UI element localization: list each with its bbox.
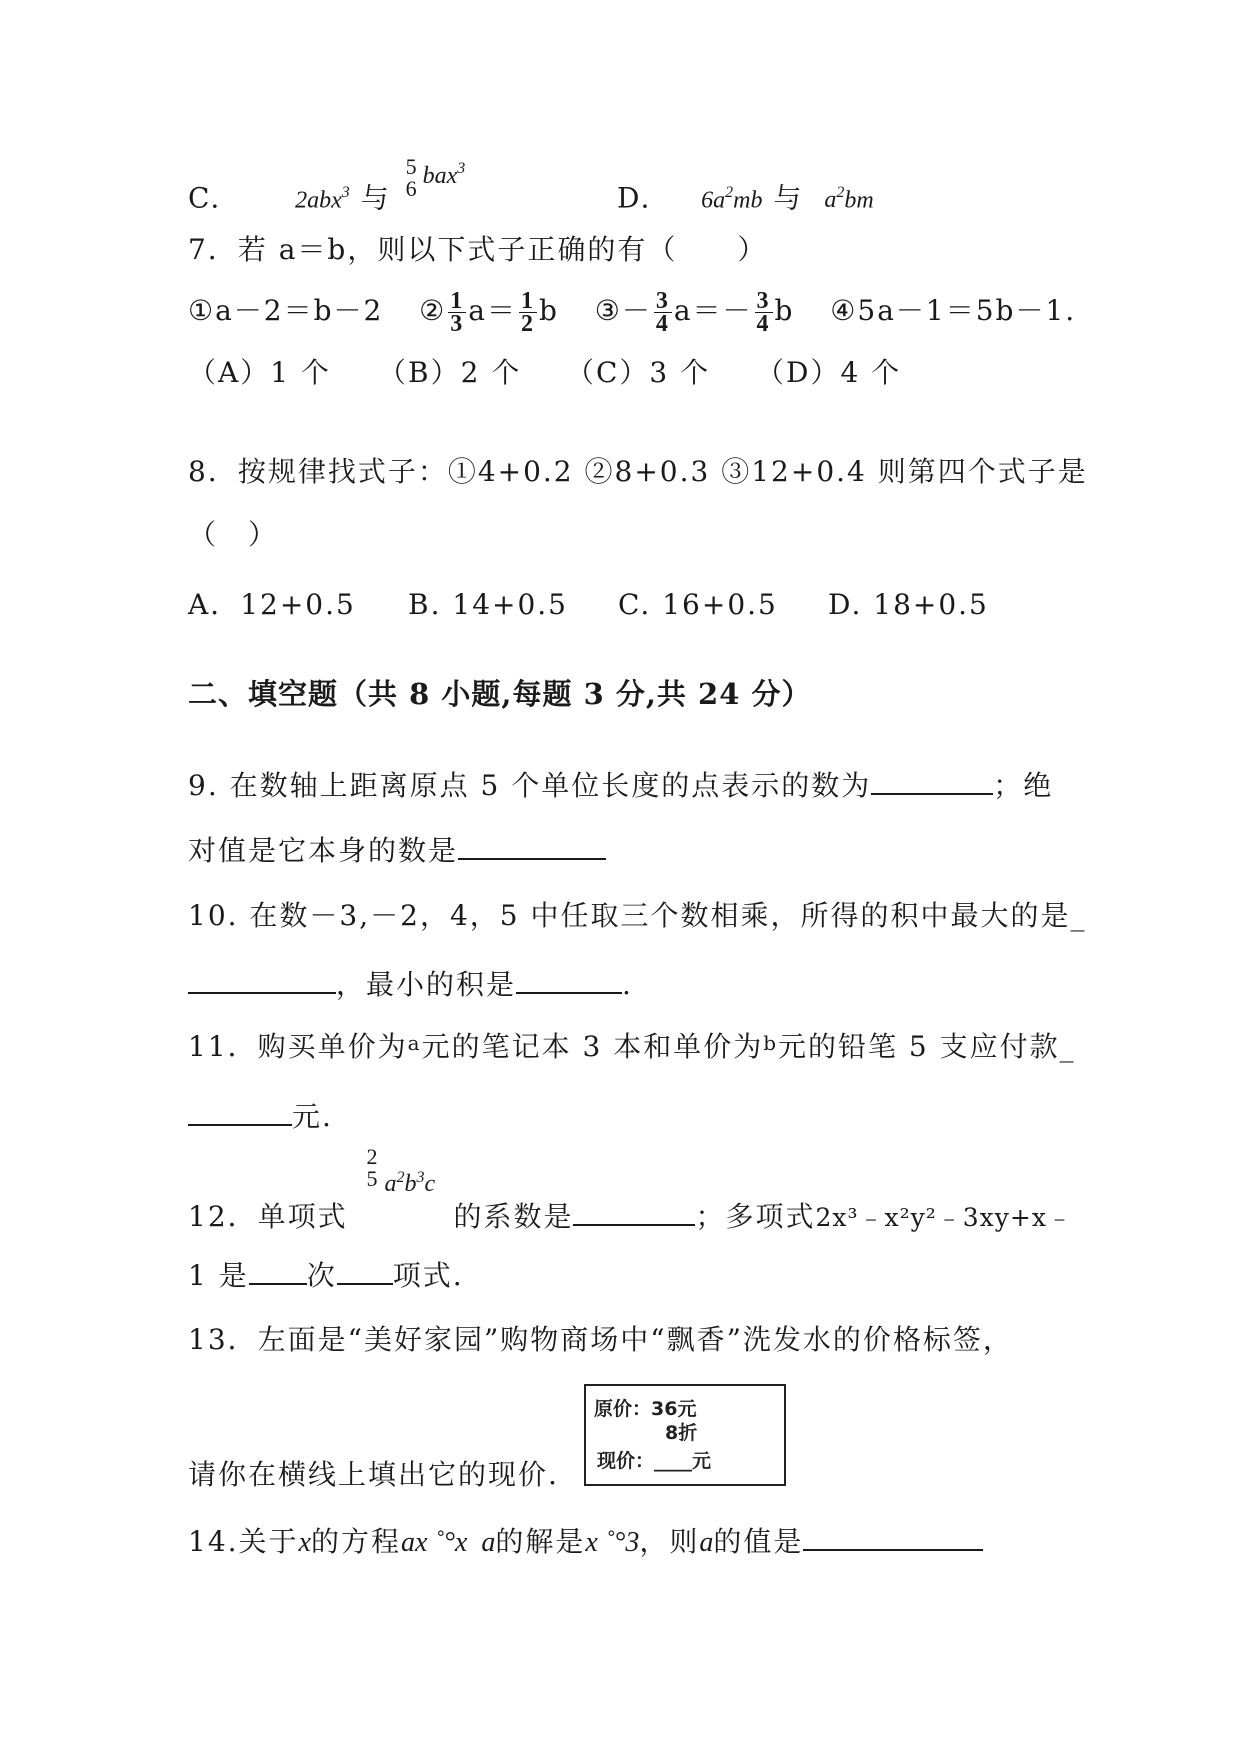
option-a: （A）1 个 — [188, 356, 331, 389]
q8-paren: （ ） — [188, 518, 279, 551]
option-c: C. 16+0.5 — [618, 588, 778, 621]
q13-line2: 请你在横线上填出它的现价. — [188, 1458, 559, 1491]
fraction-numerator: 5 — [405, 153, 419, 179]
q10-line1: 10. 在数－3,－2，4，5 中任取三个数相乘，所得的积中最大的是_ — [188, 899, 1087, 932]
statement-2 — [419, 288, 570, 337]
answer-blank — [337, 1253, 393, 1285]
conjunction: 与 — [773, 181, 804, 215]
statement-1: ①a－2＝b－2 — [188, 294, 384, 327]
math-term: 2abx — [295, 187, 342, 214]
q11-line2 — [188, 1094, 333, 1137]
option-b: B. 14+0.5 — [408, 588, 568, 621]
question-text: 项式. — [392, 1259, 464, 1292]
fraction — [404, 153, 421, 201]
statement-3 — [594, 288, 806, 337]
fraction-denominator: 3 — [450, 311, 465, 337]
q7-statements — [188, 290, 1076, 335]
exponent: 2 — [836, 184, 845, 201]
equation: ax ˚°x a — [400, 1527, 496, 1558]
exponent: 3 — [341, 184, 350, 201]
option-b: （B）2 个 — [378, 356, 522, 389]
fraction-denominator: 6 — [405, 175, 419, 201]
fraction-denominator: 4 — [756, 311, 771, 337]
price-tag-current: 现价：____元 — [597, 1450, 712, 1472]
statement-text: b — [538, 294, 559, 327]
question-text: 12．单项式 — [188, 1200, 348, 1233]
answer-blank — [516, 962, 622, 994]
variable: x — [298, 1527, 311, 1558]
fraction — [365, 1146, 382, 1190]
question-text: 的系数是 — [453, 1200, 574, 1233]
question-text: 9. 在数轴上距离原点 5 个单位长度的点表示的数为 — [188, 769, 872, 802]
statement-4: ④5a－1＝5b－1. — [830, 294, 1077, 327]
fraction-numerator: 1 — [450, 288, 465, 314]
q9-line2 — [188, 828, 606, 871]
fraction-denominator: 5 — [366, 1166, 380, 1191]
math-term: b — [404, 1171, 417, 1197]
answer-blank — [458, 828, 606, 860]
question-text: 对值是它本身的数是 — [188, 834, 459, 867]
question-text: ，最小的积是 — [336, 968, 517, 1001]
statement-marker: ③－ — [594, 294, 652, 327]
answer-blank — [249, 1253, 307, 1285]
q8-stem: 8．按规律找式子：①4+0.2 ②8+0.3 ③12+0.4 则第四个式子是 — [188, 455, 1088, 488]
fraction — [519, 290, 537, 335]
question-text: 元的笔记本 3 本和单价为 — [421, 1030, 764, 1063]
q11-line1 — [188, 1027, 1076, 1069]
price-tag — [584, 1384, 786, 1486]
variable: a — [407, 1031, 422, 1055]
statement-text: a＝ — [468, 294, 517, 327]
price-tag-discount: 8折 — [665, 1422, 698, 1444]
math-term: bax — [422, 163, 458, 190]
section-heading: 二、填空题（共 8 小题,每题 3 分,共 24 分） — [188, 677, 812, 711]
conjunction: 与 — [360, 181, 391, 215]
q10-line2 — [188, 962, 633, 1005]
question-text: ；绝 — [993, 769, 1054, 802]
q12-line1 — [188, 1144, 1073, 1238]
question-text: 的值是 — [713, 1525, 804, 1558]
answer-blank — [803, 1519, 983, 1551]
math-term: 6a — [701, 187, 726, 214]
option-d: （D）4 个 — [756, 356, 902, 389]
q12-line2 — [188, 1253, 464, 1296]
fraction-numerator: 1 — [520, 288, 535, 314]
question-text: 14.关于 — [188, 1525, 299, 1558]
question-text: 11．购买单价为 — [188, 1030, 408, 1063]
exponent: 2 — [396, 1169, 405, 1186]
fraction-denominator: 2 — [520, 311, 535, 337]
math-term: c — [424, 1171, 436, 1197]
polynomial: 2x³﹣x²y²﹣3xy+x﹣ — [815, 1203, 1073, 1232]
question-text: 1 是 — [188, 1259, 249, 1292]
statement-marker: ② — [419, 294, 447, 327]
exponent: 2 — [725, 184, 734, 201]
question-text: . — [622, 968, 633, 1001]
exponent: 3 — [416, 1169, 425, 1186]
statement-text: a＝－ — [673, 294, 753, 327]
q7-stem: 7．若 a＝b，则以下式子正确的有（ ） — [188, 233, 768, 266]
monomial-body — [385, 1158, 436, 1204]
solution: x ˚°3 — [585, 1527, 640, 1558]
question-text: ；多项式 — [695, 1200, 816, 1233]
fraction-numerator: 2 — [366, 1144, 380, 1169]
option-a: A．12+0.5 — [188, 588, 356, 621]
option-label: C. — [188, 181, 222, 215]
question-text: 的解是 — [495, 1525, 586, 1558]
q6-option-c — [188, 153, 466, 222]
statement-text: b — [774, 294, 795, 327]
question-text: 元. — [292, 1100, 333, 1133]
fraction-numerator: 3 — [655, 288, 670, 314]
variable: b — [763, 1031, 779, 1055]
q9-line1 — [188, 763, 1053, 806]
answer-blank — [871, 763, 993, 795]
monomial — [359, 1144, 443, 1226]
math-term: a — [824, 187, 837, 214]
fraction-denominator: 4 — [655, 311, 670, 337]
option-d: D. 18+0.5 — [828, 588, 989, 621]
option-label: D. — [617, 181, 652, 215]
answer-blank — [188, 962, 336, 994]
fraction — [448, 290, 466, 335]
price-tag-original: 原价：36元 — [594, 1398, 697, 1420]
question-text: 的方程 — [310, 1525, 401, 1558]
fraction — [654, 290, 672, 335]
variable: a — [699, 1527, 714, 1558]
exponent: 3 — [457, 160, 466, 177]
fraction-numerator: 3 — [756, 288, 771, 314]
math-term: mb — [733, 187, 763, 214]
answer-blank — [573, 1194, 695, 1226]
answer-blank — [188, 1094, 292, 1126]
option-c: （C）3 个 — [566, 356, 711, 389]
question-text: ，则 — [639, 1525, 700, 1558]
q13-line1: 13．左面是“美好家园”购物商场中“飘香”洗发水的价格标签， — [188, 1323, 1013, 1356]
fraction — [755, 290, 773, 335]
math-term: bm — [844, 187, 874, 214]
q6-option-d — [617, 173, 874, 220]
math-term: a — [384, 1171, 397, 1197]
q14-line — [188, 1519, 983, 1563]
question-text: 元的铅笔 5 支应付款_ — [778, 1030, 1076, 1063]
question-text: 次 — [306, 1259, 337, 1292]
